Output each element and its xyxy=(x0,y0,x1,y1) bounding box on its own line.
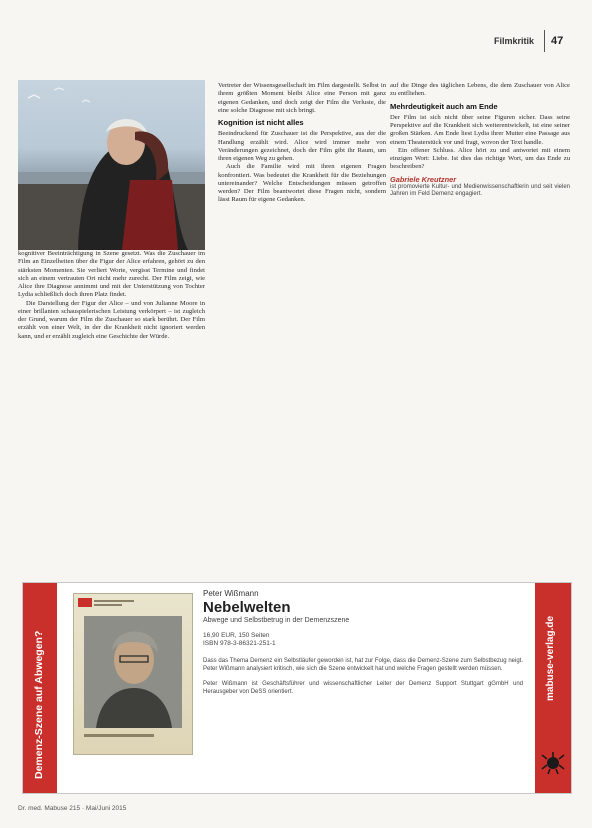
ad-publisher-url: mabuse-verlag.de xyxy=(545,615,556,701)
ad-left-banner xyxy=(23,583,57,793)
col2-paragraph-2: Beeindruckend für Zuschauer ist die Perspektive, aus der die Handlung erzählt wird. Alice wird immer mehr von Veränderungen gezeichnet, doch der Film gibt ihr Raum, um ihren eigenen Weg zu gehen. xyxy=(218,130,386,162)
book-subtitle: Abwege und Selbstbetrug in der Demenzszene xyxy=(203,617,350,624)
col1-paragraph-1: kognitiver Beeinträchtigung in Szene gesetzt. Was die Zuschauer im Film an Einzelheiten über die Figur der Alice erfahren, gehört zu den stärksten Momenten. Sie verliert Worte, vergisst Termine und findet sich an einem vertrauten Ort nicht mehr zurecht. Der Film zeigt, wie Alice ihre Diagnose annimmt und mit der Unterstützung von Tochter Lydia schließlich doch ihren Platz findet. xyxy=(18,250,205,299)
col2-paragraph-1: Vertreter der Wissensgesellschaft im Film dargestellt. Selbst in ihrem größten Moment bleibt Alice eine Person mit ganz eigenen Gedanken, und doch zeigt der Film die Verluste, die eine solche Diagnose mit sich bringt. xyxy=(218,82,386,114)
page-number: 47 xyxy=(551,35,564,47)
book-facts xyxy=(203,632,523,648)
film-still-photo xyxy=(18,80,205,250)
ad-right-banner xyxy=(535,583,571,793)
book-cover-illustration xyxy=(74,594,192,754)
col1-paragraph-2: Die Darstellung der Figur der Alice – und von Julianne Moore in einer brillanten schauspielerischen Leistung verkörpert – ist zugleich der Grund, warum der Film die Zuschauer so stark berührt. Der Film erzählt von einer Welt, in der die Krankheit nicht ignoriert werden kann, und er erzählt zugleich eine Geschichte der Würde. xyxy=(18,299,205,340)
author-bio: ist promovierte Kultur- und Medienwissenschaftlerin und seit vielen Jahren im Feld Demenz engagiert. xyxy=(390,183,570,198)
book-cover xyxy=(73,593,193,755)
col2-paragraph-3: Auch die Familie wird mit ihren eigenen Fragen konfrontiert. Was bedeutet die Krankheit für die Beziehungen untereinander? Welche Entscheidungen müssen getroffen werden? Der Film beantwortet diese Fragen nicht, sondern lässt Raum für eigene Gedanken. xyxy=(218,163,386,204)
header-divider xyxy=(544,30,545,52)
book-isbn: ISBN 978-3-86321-251-1 xyxy=(203,640,276,647)
col3-paragraph-1: auf die Dinge des täglichen Lebens, die dem Zuschauer von Alice zu entfliehen. xyxy=(390,82,570,98)
article-column-3 xyxy=(390,82,570,199)
ad-text-block xyxy=(203,589,523,696)
book-title: Nebelwelten xyxy=(203,599,291,616)
ad-side-left-text: Demenz-Szene auf Abwegen? xyxy=(33,630,45,779)
subheading-mehrdeutigkeit: Mehrdeutigkeit auch am Ende xyxy=(390,101,498,111)
book-price-pages: 16,90 EUR, 150 Seiten xyxy=(203,632,270,639)
subheading-kognition: Kognition ist nicht alles xyxy=(218,118,304,127)
publisher-logo-icon xyxy=(540,749,566,775)
col3-paragraph-3: Ein offener Schluss. Alice hört zu und antwortet mit einem einzigen Wort: Liebe. Ist dies das richtige Wort, um das Ende zu beschreiben? xyxy=(390,146,570,171)
col3-paragraph-2: Der Film ist sich nicht über seine Figuren sicher. Dass seine Perspektive auf die Krankheit sich weiterentwickelt, ist eine seiner großen Stärken. Am Ende liest Lydia ihrer Mutter eine Passage aus einem Theaterstück vor und fragt, wovon der Text handle. xyxy=(390,113,570,146)
page-footer: Dr. med. Mabuse 215 · Mai/Juni 2015 xyxy=(18,805,127,812)
book-blurb: Dass das Thema Demenz ein Selbstläufer geworden ist, hat zur Folge, dass die Demenz-Szene zum Selbstbezug neigt. Peter Wißmann analysiert kritisch, wie sich die Szene entwickelt hat und welche Fragen gestellt werden müssen. xyxy=(203,658,523,672)
film-still-illustration xyxy=(18,80,205,250)
book-author-bio: Peter Wißmann ist Geschäftsführer und wissenschaftlicher Leiter der Demenz Support Stuttgart gGmbH und Herausgeber von DeSS orientiert. xyxy=(203,681,523,695)
article-column-2 xyxy=(218,82,386,205)
article-column-1 xyxy=(18,250,205,341)
book-author: Peter Wißmann xyxy=(203,589,259,598)
book-advertisement xyxy=(22,582,572,794)
section-title: Filmkritik xyxy=(493,36,534,46)
author-name: Gabriele Kreutzner xyxy=(390,174,457,184)
